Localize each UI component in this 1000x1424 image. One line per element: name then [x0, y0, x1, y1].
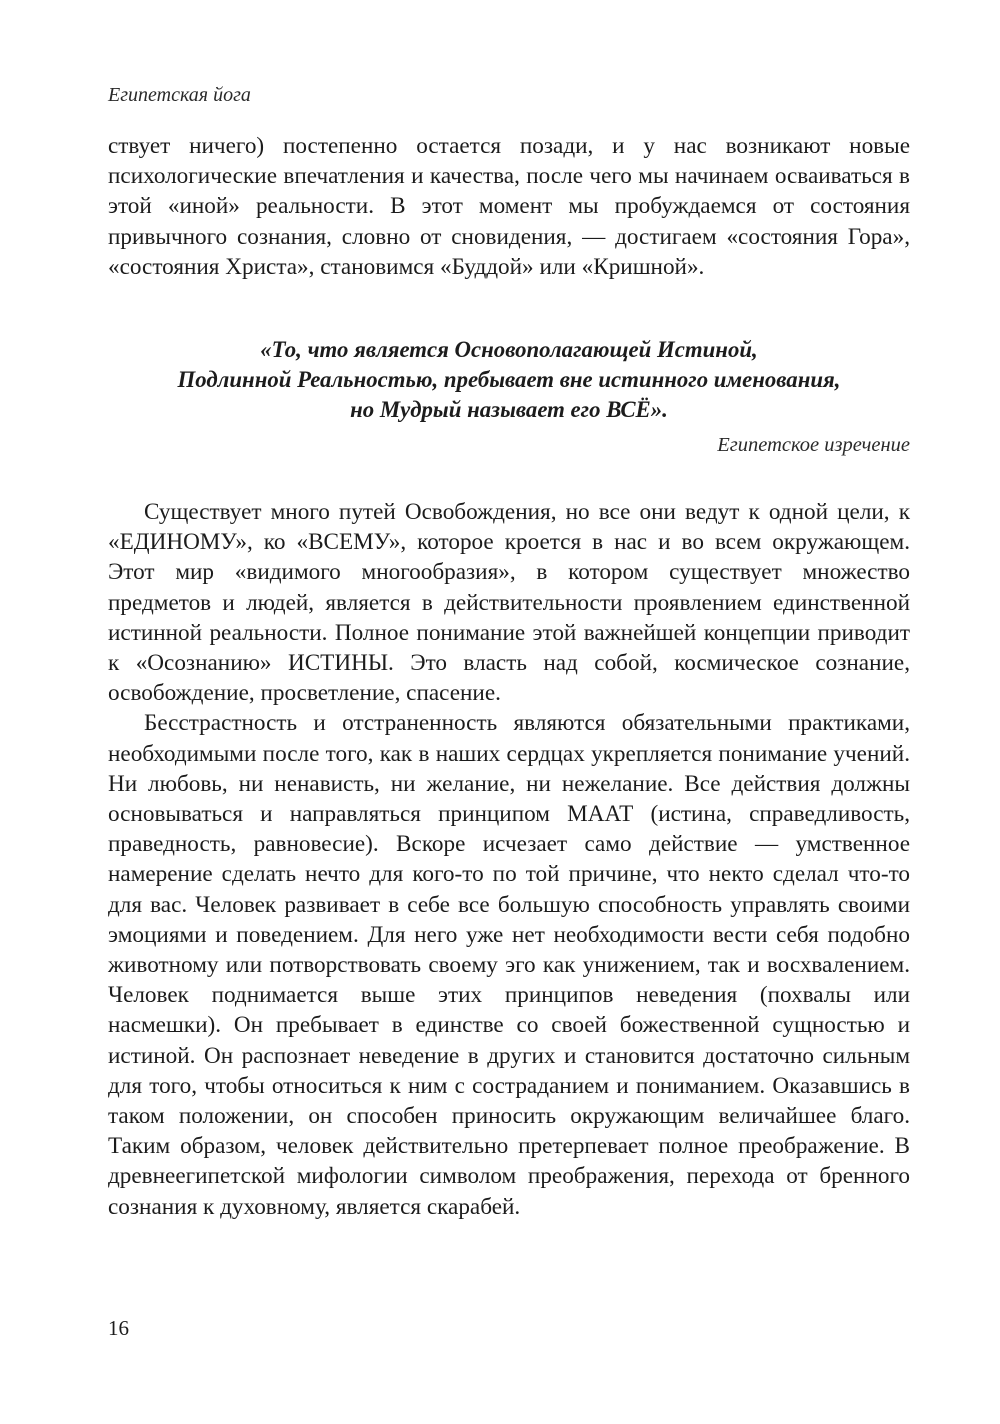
- paragraph: Существует много путей Освобождения, но все они ведут к одной цели, к «ЕДИНОМУ», ко «ВСЕМУ», которое кроется в нас и во всем окружающем. Этот мир «видимого многообразия», в котором существует множество предметов и людей, является в действительности проявлением единственной истинной реальности. Полное понимание этой важнейшей концепции приводит к «Осознанию» ИСТИНЫ. Это власть над собой, космическое сознание, освобождение, просветление, спасение.: [108, 499, 910, 707]
- epigraph-line: «То, что является Основополагающей Истиной,: [260, 337, 758, 362]
- paragraph: Бесстрастность и отстраненность являются обязательными практиками, необходимыми после того, как в наших сердцах укрепляется понимание учений. Ни любовь, ни ненависть, ни желание, ни нежелание. Все действия должны основываться и направляться принципом МААТ (истина, справедливость, праведность, равновесие). Вскоре исчезает само действие — умственное намерение сделать нечто для кого-то по той причине, что некто сделал что-то для вас. Человек развивает в себе все большую способность управлять своими эмоциями и поведением. Для него уже нет необходимости вести себя подобно животному или потворствовать своему эго как унижением, так и восхвалением. Человек поднимается выше этих принципов неведения (похвалы или насмешки). Он пребывает в единстве со своей божественной сущностью и истиной. Он распознает неведение в других и становится достаточно сильным для того, чтобы относиться к ним с состраданием и пониманием. Оказавшись в таком положении, он способен приносить окружающим величайшее благо. Таким образом, человек действительно претерпевает полное преображение. В древнеегипетской мифологии символом преображения, перехода от бренного сознания к духовному, является скарабей.: [108, 710, 910, 1220]
- epigraph-attribution: Египетское изречение: [717, 434, 910, 456]
- epigraph-line: Подлинной Реальностью, пребывает вне истинного именования,: [177, 367, 841, 392]
- text-block-main: [108, 497, 910, 1222]
- running-header: Египетская йога: [108, 84, 251, 106]
- epigraph-quote: [108, 335, 910, 425]
- text-block-top: [108, 131, 910, 282]
- epigraph-line: но Мудрый называет его ВСЁ».: [350, 397, 668, 422]
- paragraph: ствует ничего) постепенно остается позади, и у нас возникают новые психологические впечатления и качества, после чего мы начинаем осваиваться в этой «иной» реальности. В этот момент мы пробуждаемся от состояния привычного сознания, словно от сновидения, — достигаем «состояния Гора», «состояния Христа», становимся «Буддой» или «Кришной».: [108, 133, 910, 280]
- page-number: 16: [108, 1316, 129, 1340]
